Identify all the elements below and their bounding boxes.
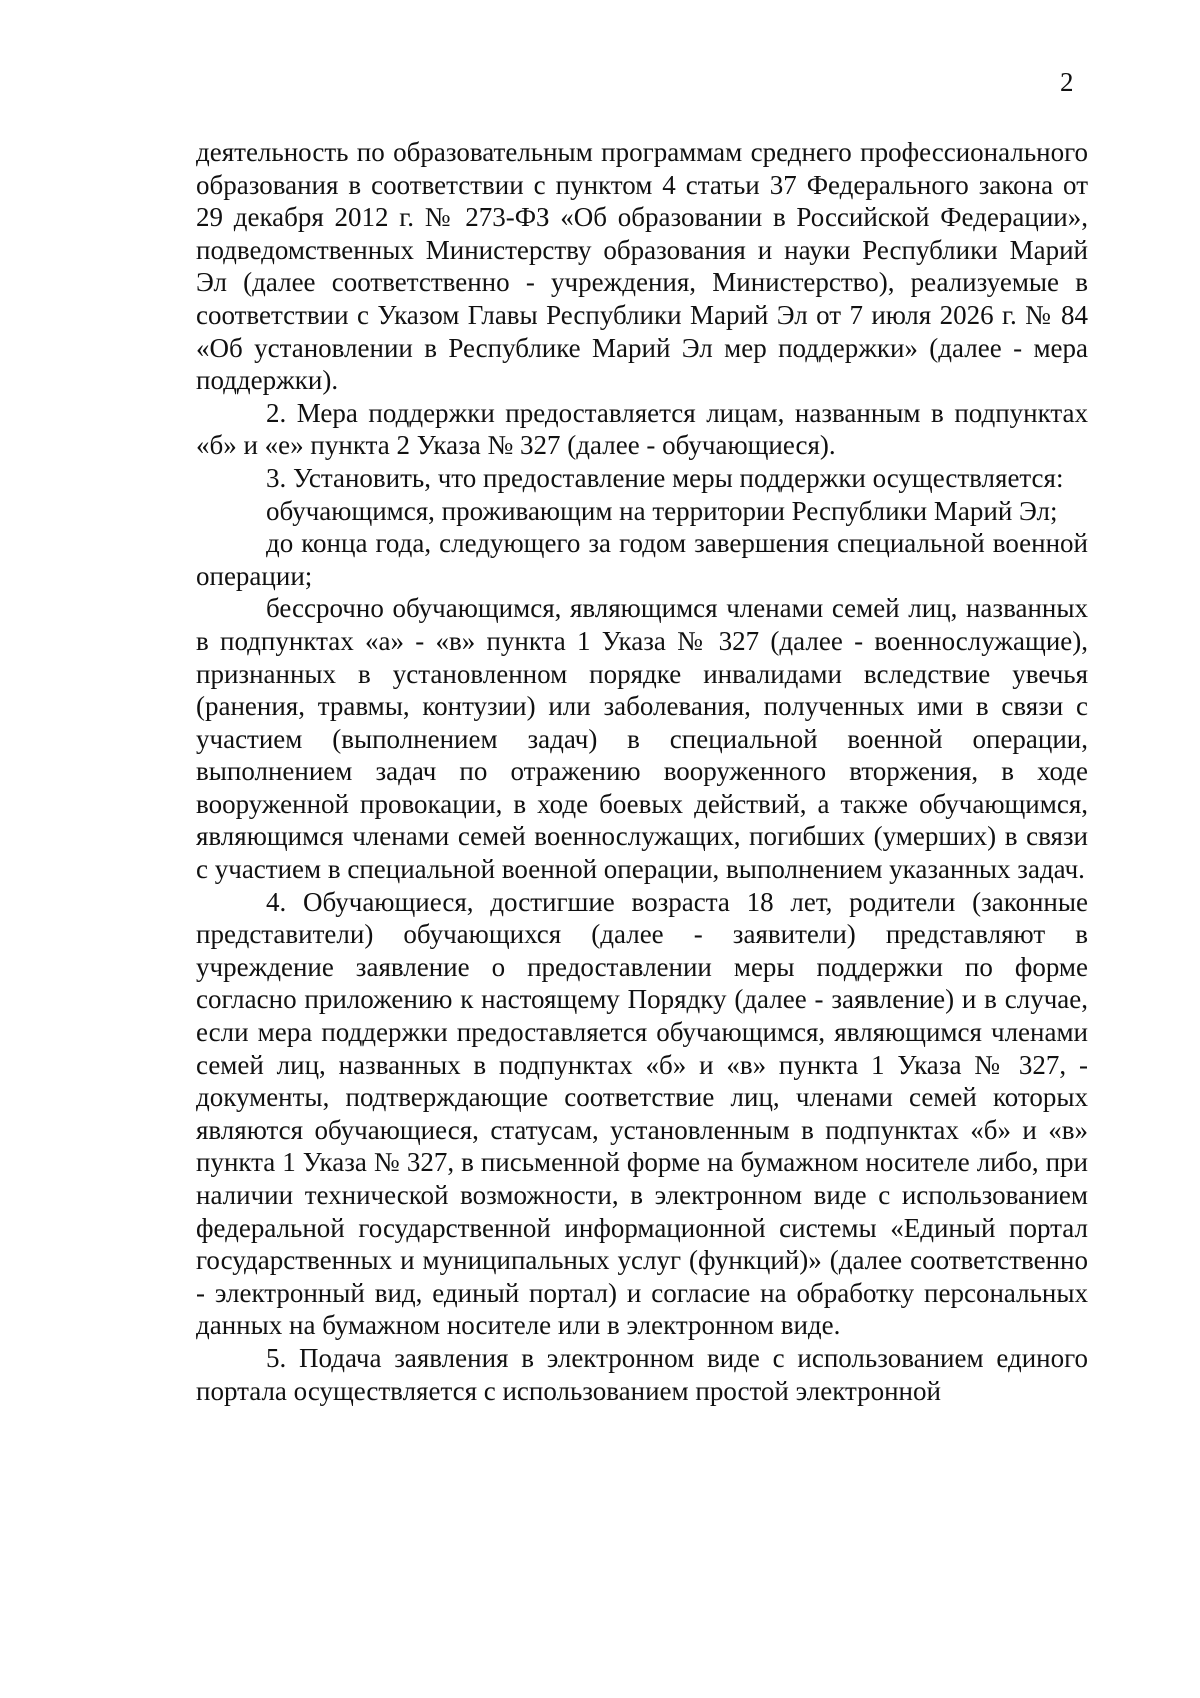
paragraph-2: 2. Мера поддержки предоставляется лицам, названным в подпунктах «б» и «е» пункта 2 Указа № 327 (далее - обучающиеся). xyxy=(196,397,1088,461)
paragraph-5: 5. Подача заявления в электронном виде с использованием единого портала осуществляется с использованием простой электронной xyxy=(196,1342,1088,1406)
paragraph-continuation: деятельность по образовательным программам среднего профессионального образования в соответствии с пунктом 4 статьи 37 Федерального закона от 29 декабря 2012 г. № 273-ФЗ «Об образовании в Российской Федерации», подведомственных Министерству образования и науки Республики Марий Эл (далее соответственно - учреждения, Министерство), реализуемые в соответствии с Указом Главы Республики Марий Эл от 7 июля 2026 г. № 84 «Об установлении в Республике Марий Эл мер поддержки» (далее - мера поддержки). xyxy=(196,137,1088,396)
paragraph-3-item-term: до конца года, следующего за годом завершения специальной военной операции; xyxy=(196,528,1088,591)
page-number: 2 xyxy=(1060,67,1074,97)
paragraph-4: 4. Обучающиеся, достигшие возраста 18 лет, родители (законные представители) обучающихся (далее - заявители) представляют в учреждение заявление о предоставлении меры поддержки по форме согласно приложению к настоящему Порядку (далее - заявление) и в случае, если мера поддержки предоставляется обучающимся, являющимся членами семей лиц, названных в подпунктах «б» и «в» пункта 1 Указа № 327, - документы, подтверждающие соответствие лиц, членами семей которых являются обучающиеся, статусам, установленным в подпунктах «б» и «в» пункта 1 Указа № 327, в письменной форме на бумажном носителе либо, при наличии технической возможности, в электронном виде с использованием федеральной государственной информационной системы «Единый портал государственных и муниципальных услуг (функций)» (далее соответственно - электронный вид, единый портал) и согласие на обработку персональных данных на бумажном носителе или в электронном виде. xyxy=(196,886,1088,1341)
paragraph-3: 3. Установить, что предоставление меры поддержки осуществляется: xyxy=(266,462,1064,493)
paragraph-3-item-indefinite: бессрочно обучающимся, являющимся членами семей лиц, названных в подпунктах «а» - «в» пункта 1 Указа № 327 (далее - военнослужащие), признанных в установленном порядке инвалидами вследствие увечья (ранения, травмы, контузии) или заболевания, полученных ими в связи с участием (выполнением задач) в специальной военной операции, выполнением задач по отражению вооруженного вторжения, в ходе вооруженной провокации, в ходе боевых действий, а также обучающимся, являющимся членами семей военнослужащих, погибших (умерших) в связи с участием в специальной военной операции, выполнением указанных задач. xyxy=(196,593,1088,885)
document-body xyxy=(196,136,1088,1407)
paragraph-3-item-residence: обучающимся, проживающим на территории Республики Марий Эл; xyxy=(266,495,1058,526)
